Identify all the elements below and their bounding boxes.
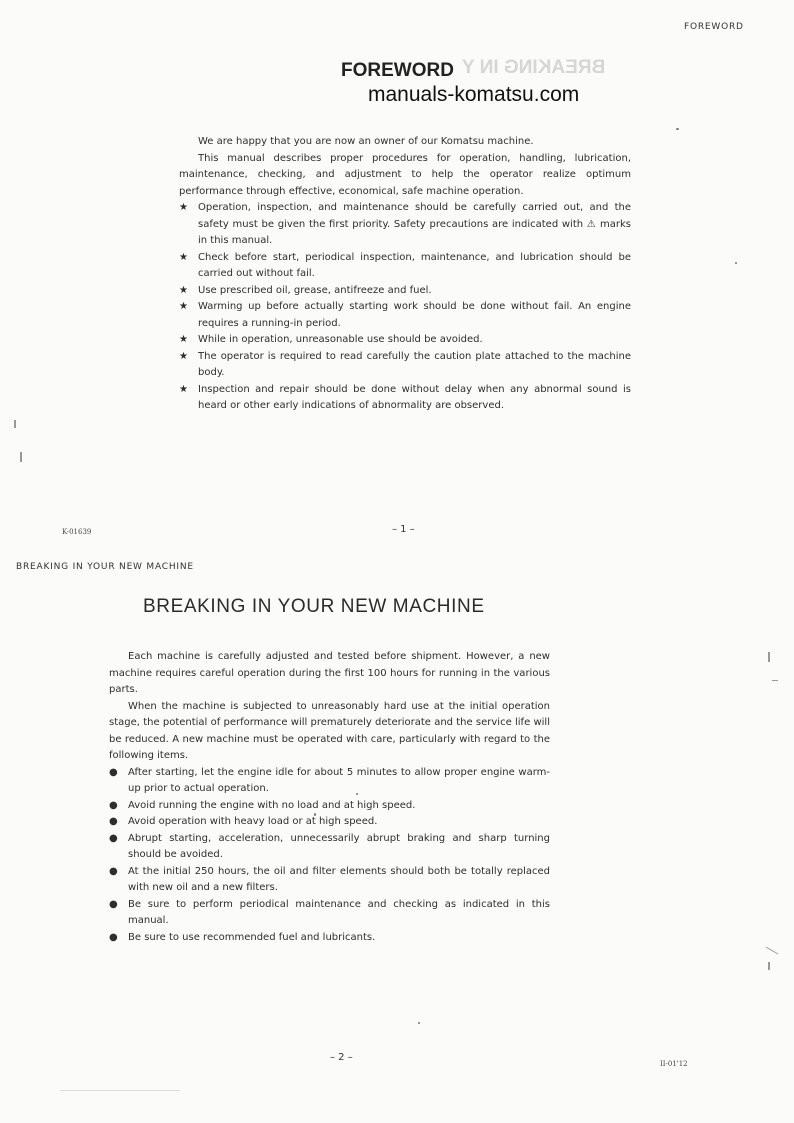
foreword-intro-2: This manual describes proper procedures for operation, handling, lubrication, maintenance, checking, and adjustment to help the operator realize optimum performance through effective, economical, safe machine operation.: [179, 152, 631, 197]
scan-mark: [14, 420, 16, 428]
breaking-in-intro-2: When the machine is subjected to unreasonably hard use at the initial operation stage, the potential of performance will prematurely deteriorate and the service life will be reduced. A new machine must be operated with care, particularly with regard to the following items.: [109, 700, 550, 761]
foreword-body: [179, 134, 631, 415]
breaking-in-intro-1: Each machine is carefully adjusted and tested before shipment. However, a new machine requires careful operation during the first 100 hours for running in the various parts.: [109, 651, 550, 695]
list-item: ● After starting, let the engine idle for about 5 minutes to allow proper engine warm-up prior to actual operation.: [109, 766, 550, 794]
list-item: ★ Check before start, periodical inspection, maintenance, and lubrication should be carried out without fail.: [179, 251, 631, 279]
bullet-icon: ●: [109, 931, 118, 943]
scan-speck: [314, 813, 316, 816]
list-item: ● Be sure to perform periodical maintenance and checking as indicated in this manual.: [109, 898, 550, 926]
scan-mark: [20, 452, 22, 462]
scan-mark: [768, 652, 770, 662]
scan-speck: [735, 262, 737, 264]
bullet-icon: ●: [109, 832, 118, 844]
list-item: ★ Inspection and repair should be done without delay when any abnormal sound is heard or other early indications of abnormality are observed.: [179, 383, 631, 411]
star-icon: ★: [179, 350, 188, 362]
scan-speck: [356, 793, 358, 795]
bullet-icon: ●: [109, 898, 118, 910]
list-item: ★ While in operation, unreasonable use should be avoided.: [179, 332, 631, 349]
site-watermark: manuals-komatsu.com: [368, 83, 580, 106]
foreword-title: FOREWORD: [341, 60, 454, 81]
breaking-in-list: [109, 765, 550, 947]
bullet-icon: ●: [109, 816, 118, 827]
scan-speck: [676, 128, 679, 130]
star-icon: ★: [179, 301, 188, 312]
foreword-precautions-list: [179, 200, 631, 415]
list-item: ★ The operator is required to read carefully the caution plate attached to the machine body.: [179, 350, 631, 378]
star-icon: ★: [179, 284, 188, 296]
list-item: ● Avoid running the engine with no load and at high speed.: [109, 798, 550, 815]
star-icon: ★: [179, 202, 188, 213]
star-icon: ★: [179, 334, 188, 345]
document-code-top: K-01639: [62, 528, 92, 536]
running-header-breaking-in: BREAKING IN YOUR NEW MACHINE: [16, 562, 194, 572]
bullet-icon: ●: [109, 865, 118, 877]
list-item: ● At the initial 250 hours, the oil and filter elements should both be totally replaced with new oil and a new filters.: [109, 865, 550, 893]
list-item: ★ Operation, inspection, and maintenance should be carefully carried out, and the safety must be given the first priority. Safety precautions are indicated with ⚠ marks in this manual.: [179, 202, 631, 246]
list-item: ● Avoid operation with heavy load or at high speed.: [109, 814, 550, 831]
page-number-2: – 2 –: [330, 1052, 353, 1063]
foreword-intro-1: We are happy that you are now an owner of our Komatsu machine.: [198, 136, 534, 147]
scan-mark: [766, 947, 779, 955]
bleed-through-text: BREAKING IN Y: [462, 57, 606, 78]
document-code-bottom: II-01'12: [660, 1060, 688, 1068]
list-item: ★ Warming up before actually starting work should be done without fail. An engine requires a running-in period.: [179, 301, 631, 329]
list-item: ● Be sure to use recommended fuel and lubricants.: [109, 930, 550, 947]
list-item: ● Abrupt starting, acceleration, unnecessarily abrupt braking and sharp turning should be avoided.: [109, 832, 550, 860]
running-header-foreword: FOREWORD: [684, 22, 744, 32]
list-item: ★ Use prescribed oil, grease, antifreeze and fuel.: [179, 283, 631, 300]
bullet-icon: ●: [109, 799, 118, 811]
breaking-in-title: BREAKING IN YOUR NEW MACHINE: [143, 596, 485, 617]
scan-speck: [418, 1022, 420, 1024]
bullet-icon: ●: [109, 766, 118, 778]
page-number-1: – 1 –: [392, 524, 415, 535]
star-icon: ★: [179, 383, 188, 395]
breaking-in-body: [109, 649, 550, 946]
scan-mark: [60, 1090, 180, 1091]
scan-mark: [768, 962, 770, 970]
scan-mark: [772, 680, 778, 681]
star-icon: ★: [179, 251, 188, 263]
